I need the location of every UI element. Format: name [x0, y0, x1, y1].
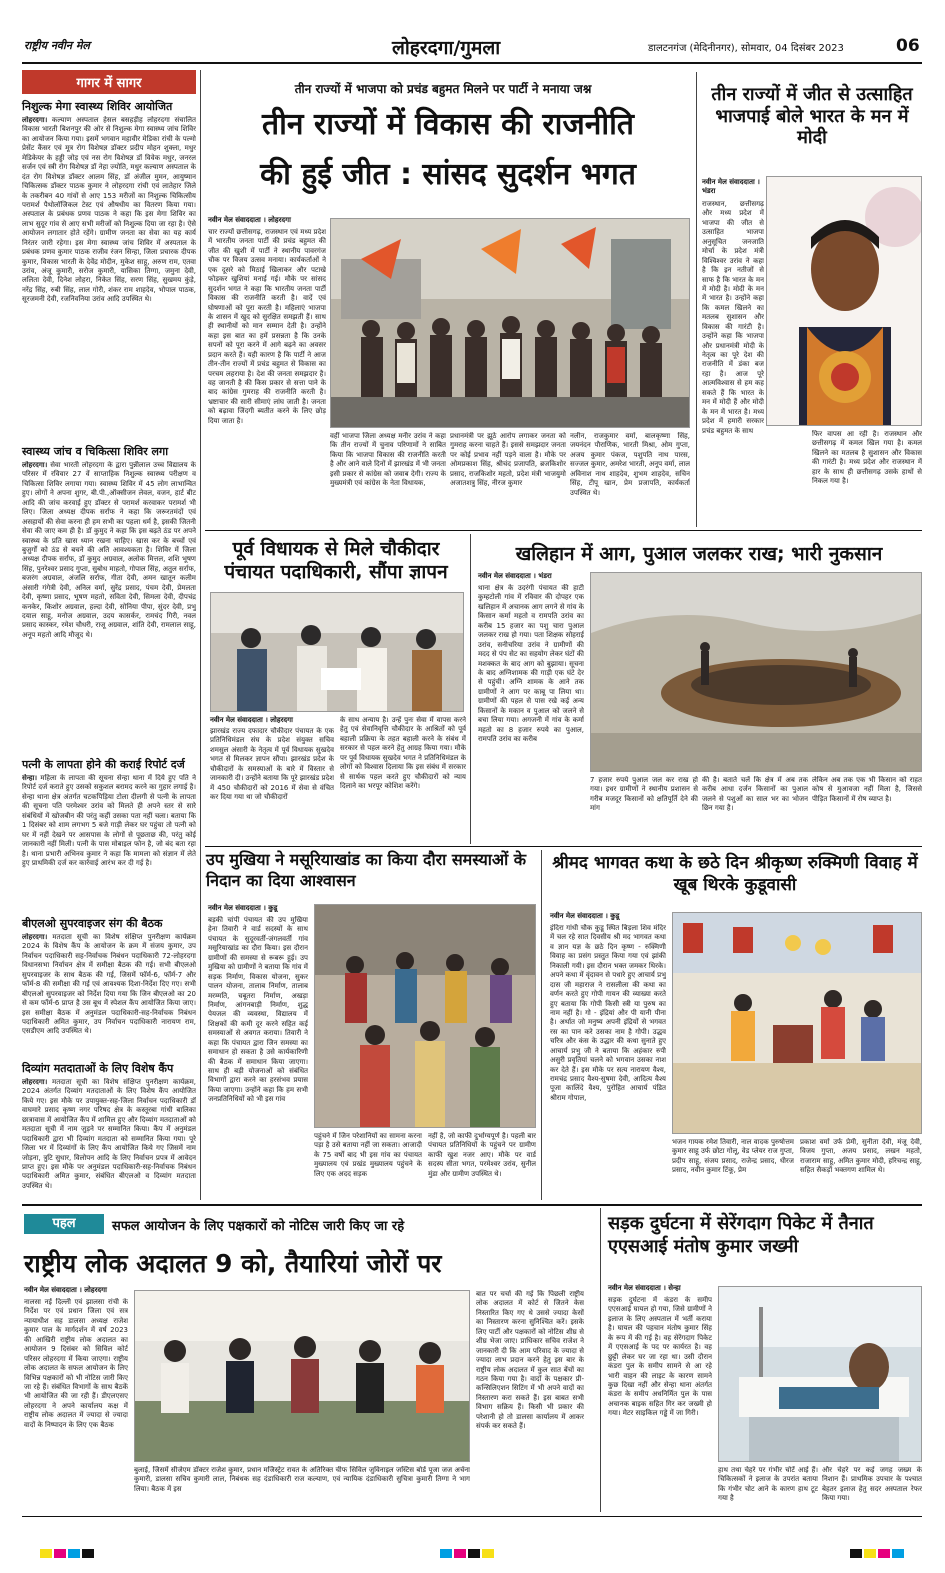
lead-headline-1: तीन राज्यों में विकास की राजनीति — [262, 107, 634, 142]
footer-rule — [22, 1516, 922, 1517]
sidebar-tag: गागर में सागर — [22, 70, 196, 94]
accident-headline: सड़क दुर्घटना में सेरेंगदाग पिकेट में तैनात एएसआई मंतोष कुमार जख्मी — [608, 1213, 874, 1258]
chowkidar-photo — [210, 592, 464, 712]
bhagwat-byline: नवीन मेल संवाददाता । कुडू — [550, 912, 620, 920]
sidebar-byline-1: लोहरदगा। — [22, 116, 48, 124]
row-rule-2 — [205, 846, 922, 847]
side-col-1: राजस्थान, छत्तीसगढ़ और मध्य प्रदेश में भाजपा की जीत से उत्साहित भाजपा अनुसूचित जनजाति मोर्चा के प्रदेश मंत्री विश्विश्वर उरांव ने कहा है कि इन नतीजों से साफ है कि भारत के मन में मोदी है। मोदी के मन में भारत है। उन्होंने कहा कि कमल खिलने का मतलब सुशासन और विकास की गारंटी है। उन्होंने कहा कि भाजपा और प्रधानमंत्री मोदी के नेतृत्व का पूरे देश की राजनीति में डंका बज रहा है। आज पूरे आत्मविश्वास से हम कह सकते हैं कि भारत के मन में मोदी हैं और मोदी के मन में भारत है। मध्य प्रदेश में हमारी सरकार प्रचंड बहुमत के साथ — [702, 200, 764, 435]
adalat-divider — [600, 1208, 601, 1512]
fire-byline: नवीन मेल संवाददाता । भंडरा — [478, 572, 552, 580]
mukhiya-col-1: बड़की चांपी पंचायत की उप मुखिया हेना तिवारी ने वार्ड सदस्यों के साथ पंचायत के सुदूरवर्ती-जंगलवर्ती गांव मसूरियाखांड का दौरा किया। इस दौरान ग्रामीणों की समस्या से रूबरू हुई। उप मुखिया को ग्रामीणों ने बताया कि गांव में सड़क निर्माण, विकास योजना, सुकर पालन योजना, तालाब निर्माण, तालाब मरम्मति, चबूतरा निर्माण, अखड़ा निर्माण, आंगनबाड़ी निर्माण, शुद्ध पेयजल की व्यवस्था, विद्यालय में शिक्षकों की कमी दूर करने सहित कई समस्याओं से अवगत कराया। तिवारी ने कहा कि पंचायत द्वारा जिन समस्या का समाधान हो सकता है उसे कार्यकारिणी की बैठक में समाधान किया जाएगा। साथ ही बड़ी योजनाओं को संबंधित विभागों द्वारा करने का हरसंभव प्रयास किया जाएगा। उन्होंने कहा कि हम सभी जनप्रतिनिधियों को भी इस गांव — [208, 916, 308, 1104]
sidebar-headline-3: पत्नी के लापता होने की कराई रिपोर्ट दर्ज — [22, 758, 185, 771]
mukhiya-col-2: पहुंचने में जिन परेशानियों का सामना करना पड़ा है उसे बताया नहीं जा सकता। आजादी के 75 वर्षों बाद भी इस गांव का पंचायत मुख्यालय एवं प्रखंड मुख्यालय पहुंचने के लिए एक अदद सड़क — [314, 1132, 422, 1178]
mukhiya-headline: उप मुखिया ने मसूरियाखांड का किया दौरा समस्याओं के निदान का दिया आश्वासन — [206, 850, 527, 890]
yellow-swatch — [482, 1549, 494, 1558]
sidebar-byline-3: सेन्हा। — [22, 774, 38, 782]
sidebar-byline-5: लोहरदगा। — [22, 1078, 48, 1086]
cyan-swatch — [440, 1549, 452, 1558]
side-portrait — [766, 176, 922, 426]
chowkidar-divider — [470, 534, 471, 844]
accident-col-3: और चेहरे पर कई जगह जख्म के निशान हैं। प्राथमिक उपचार के पश्चात बेहतर इलाज हेतु सदर अस्पताल रेफर किया गया। — [822, 1466, 922, 1503]
adalat-kicker: सफल आयोजन के लिए पक्षकारों को नोटिस जारी किए जा रहे — [112, 1219, 405, 1234]
masthead-logo: राष्ट्रीय नवीन मेल — [24, 39, 90, 52]
adalat-tag: पहल — [24, 1214, 104, 1234]
sidebar-body-1 — [22, 116, 196, 440]
lead-kicker: तीन राज्यों में भाजपा को प्रचंड बहुमत मिलने पर पार्टी ने मनाया जश्न — [294, 82, 592, 96]
row-rule-1 — [205, 530, 922, 531]
bhagwat-col-3: प्रकाश वर्मा उर्फ प्रेमी, सुनीता देवी, मंजू देवी, विजय गुप्ता, अजय प्रसाद, लखन महतो, राजाराम साहू, अमित कुमार मोदी, हरिचन्द्र साहू, सहित सैकड़ों भक्तगण शामिल थे। — [800, 1138, 922, 1175]
sidebar — [22, 70, 196, 1200]
sidebar-byline-4: लोहरदगा। — [22, 933, 48, 941]
accident-col-1: सड़क दुर्घटना में कंडरा के समीप एएसआई घायल हो गया, जिसे ग्रामीणों ने इलाज के लिए अस्पताल में भर्ती कराया है। घायल की पहचान मंतोष कुमार सिंह के रूप में की गई है। वह सेरेंगदाग पिकेट में एएसआई के पद पर कार्यरत है। वह छुट्टी लेकर घर जा रहा था। उसी दौरान कंडरा पुल के समीप सामने से आ रहे भारी वाहन की लाइट के कारण सामने कुछ दिखा नहीं और सेन्हा थाना अंतर्गत कंडरा के समीप अधनिर्मित पुल के पास अचानक बाइक सहित गिर कर जख्मी हो गया। मेटर साइकिल गड्ढे में जा गिरी। — [608, 1296, 712, 1418]
chowkidar-col-2: के साथ अन्याय है। उन्हें पुनः सेवा में वापस करने हेतु एवं सेवानिवृत्ति चौकीदार के आश्रितों को पूर्व बहाली प्रक्रिया के तहत बहाली करने के संबंध में सरकार से पहल करने हेतु आग्रह किया गया। मौके पर पूर्व विधायक सुखदेव भगत ने प्रतिनिधिमंडल के लोगों को विश्वास दिलाया कि इस संबंध में सरकार से सार्थक पहल करते हुए चौकीदारों को न्याय दिलाने का भरपूर कोशिश करेंगे। — [340, 716, 466, 791]
adalat-col-1: नालसा नई दिल्ली एवं झालसा रांची के निर्देश पर एवं प्रधान जिला एवं सत्र न्यायाधीश सह डालसा अध्यक्ष राजेश कुमार पाल के मार्गदर्शन में वर्ष 2023 की आखिरी राष्ट्रीय लोक अदालत का आयोजन 9 दिसंबर को सिविल कोर्ट परिसर लोहरदगा में किया जाएगा। राष्ट्रीय लोक अदालत के सफल आयोजन के लिए विभिन्न पक्षकारों को भी नोटिस जारी किए जा रहे हैं। संबंधित विभागों के साथ बैठकें भी आयोजित की जा रही हैं। डीएलएसए लोहरदगा ने अपने कार्यालय कक्ष में राष्ट्रीय लोक अदालत में ज्यादा से ज्यादा वादों के निष्पादन के लिए एक बैठक — [24, 1298, 128, 1429]
lead-divider — [696, 72, 697, 527]
sidebar-text-5: मतदाता सूची का विशेष संक्षिप्त पुनरीक्षण कार्यक्रम, 2024 अंतर्गत दिव्यांग मतदाताओं के लिए विशेष कैंप आयोजित किये गए। इस मौके पर उपायुक्त-सह-जिला निर्वाचन पदाधिकारी डॉ वाघमारे प्रसाद कृष्ण नगर परिषद क्षेत्र के कस्तूरबा गांधी बालिका छात्रावास में आयोजित कैंप में शामिल हुए और दिव्यांग मतदाताओं को मतदाता सूची में नाम जुड़ने पर सम्मानित किया। कैंप में अनुमंडल पदाधिकारी द्वारा भी दिव्यांग मतदाता को सम्मानित किया गया। पूरे जिला भर में दिव्यांगों के लिए कैंप आयोजित किये गए जिसमें नाम जोड़ना, त्रुटि सुधार, विलोपन आदि के लिए निर्वाचन प्रपत्र में आवेदन प्राप्त हुए। इस मौके पर अनुमंडल पदाधिकारी-सह-निर्वाचक निबंधन पदाधिकारी अमित कुमार, संबंधित बीएलओ व दिव्यांग मतदाता उपस्थित थे। — [22, 1078, 196, 1190]
adalat-byline: नवीन मेल संवाददाता । लोहरदगा — [24, 1286, 107, 1294]
accident-byline: नवीन मेल संवाददाता । सेन्हा — [608, 1284, 681, 1292]
fire-col-4: लेकिन अब तक एक भी किसान को राहत कोष से मुआवजा नहीं मिला है, जिससे पीड़ित किसानों में रोष व्याप्त है। — [812, 776, 922, 803]
fire-col-3: की है। बताते चलें कि क्षेत्र में अब तक करीब आधा दर्जन किसानों का पुआल जलने से पशुओं का साल भर का भोजन छिन गया है। — [702, 776, 808, 813]
magenta-swatch — [54, 1549, 66, 1558]
sidebar-text-4: मतदाता सूची का विशेष संक्षिप्त पुनरीक्षण कार्यक्रम 2024 के विशेष कैंप के आयोजन के क्रम में संजय कुमार, उप निर्वाचन पदाधिकारी सह-निर्वाचक निबंधन पदाधिकारी 72-लोहरदगा विधानसभा निर्वाचन क्षेत्र में समीक्षा बैठक की गई। सभी बीएलओ सुपरवाइजर के साथ बैठक की गई, जिसमें फॉर्म-6, फॉर्म-7 और फॉर्म-8 की समीक्षा की गई एवं आवश्यक दिशा-निर्देश दिए गए। सभी बीएलओ सुपरवाइजर को निर्देश दिया गया कि जिन बीएलओ का 20 से कम फॉर्म-6 प्राप्त है उस बूथ में स्पेशल कैंप आयोजित किया जाए। इस समीक्षा बैठक में अनुमंडल पदाधिकारी-सह-निर्वाचक निबंधन पदाधिकारी अमित कुमार, उप निर्वाचन पदाधिकारी नारायण राम, एसडीएम आदि उपस्थित थे। — [22, 933, 196, 1036]
sidebar-headline-4: बीएलओ सुपरवाइजर संग की बैठक — [22, 917, 163, 930]
fire-headline: खलिहान में आग, पुआल जलकर राख; भारी नुकसान — [515, 543, 883, 565]
chowkidar-headline: पूर्व विधायक से मिले चौकीदार पंचायत पदाधिकारी, सौंपा ज्ञापन — [224, 538, 448, 583]
side-byline: नवीन मेल संवाददाता । भंडरा — [702, 178, 760, 195]
adalat-col-2: बात पर चर्चा की गई कि पिछली राष्ट्रीय लोक अदालत में कोर्ट से जितने केस निस्तारित किए गए थे उससे ज्यादा केसों का निस्तारण करना सुनिश्चित करें। इसके लिए पार्टी और पक्षकारों को नोटिस शीघ्र से शीघ्र भेजा जाए। प्राधिकार सचिव राजेश ने जानकारी दी कि आम परिवाद के ज्यादा से ज्यादा लाभ प्रदान करने हेतु इस बार के राष्ट्रीय लोक अदालत में कुल सात बेंचों का गठन किया गया है। वादों के पक्षकार प्री-कन्सिलिएशन सिटिंग में भी अपने वादों का निस्तारण करा सकते हैं। इस बाबत सभी विभाग सक्रिय हैं। किसी भी प्रकार की परेशानी हो तो डालसा कार्यालय में आकर संपर्क कर सकते हैं। — [476, 1290, 584, 1431]
chowkidar-col-1: झारखंड राज्य दफादार चौकीदार पंचायत के एक प्रतिनिधिमंडल संघ के प्रदेश संयुक्त सचिव शमसुल अंसारी के नेतृत्व में पूर्व विधायक सुखदेव भगत से मिलकर ज्ञापन सौंपा। झारखंड प्रदेश के चौकीदारों के समस्याओं के बारे में विस्तार से जानकारी दी। उन्होंने बताया कि पूरे झारखंड प्रदेश में 450 चौकीदारों को 2016 में सेवा से वंचित कर दिया गया था जो चौकीदारों — [210, 727, 334, 802]
bhagwat-col-2: भजन गायक रमेश तिवारी, नाल वादक पुरुषोत्तम कुमार साहू उर्फ छोटा गोलू, वेड प्लेयर राज गुप्ता, प्रदीप साहू, संजय प्रसाद, राजेन्द्र प्रसाद, धीरज प्रसाद, नवीन कुमार टिंकू, प्रेम — [672, 1138, 794, 1175]
mukhiya-divider — [541, 850, 542, 1200]
sidebar-text-2: सेवा भारती लोहरदगा के द्वारा पुन्नीलाल उच्च विद्यालय के परिसर में रविवार 27 वें साप्ताहिक निशुल्क स्वास्थ्य परीक्षण व चिकित्सा शिविर लगाया गया। स्वास्थ्य शिविर में 45 लोग लाभान्वित हुए। लोगों ने अपना शुगर, बी.पी.,ऑक्सीजन लेवल, वजन, हार्ट बीट आदि की जांच करवाई हुए डॉक्टर से परामर्श करवाकर परामर्श भी लिए। जिला अध्यक्ष दीपक सर्राफ ने कहा कि जरूरतमंदों एवं असहायों की सेवा करना ही हम सभी का पहला धर्म है, इसकी जितनी सेवा की जाए कम ही है। डॉ कुमुद ने कहा कि इस बढ़ते ठंड पर अपने स्वास्थ्य के प्रति खास ध्यान रखना चाहिए। खास कर के बच्चों एवं बुजुर्गों को ठंड से बचने की अति आवश्यकता है। शिविर में जिला अध्यक्ष दीपक सर्राफ, डॉ कुमुद अग्रवाल, अलोक मित्तल, शशि भूषण सिंह, पुनरेश्वर प्रसाद गुप्ता, सुबोध माहतो, गोपाल सिंह, अतुल सर्राफ, बजरंग अग्रवाल, अंजलि सर्राफ, गीता देवी, अमन खातून कलीम अंसारी गंगेत्री देवी, अनिल वर्मा, सुरेंद्र प्रसाद, पंचम देवी, प्रेमलता देवी, कृष्णा प्रसाद, भूषण महतो, सविता देवी, सिमला देवी, दीपचंद्र कनकेर, किशोर अग्रवाल, हल्दा देवी, सोनिया पीपा, सुंदर देवी, प्रभु दयाल साहू, मनोज अग्रवाल, उदय कासर्कर, रामचंद गिरी, नवल प्रसाद कास्कर, रमेश चौधरी, राजू अग्रवाल, शांति देवी, रामलाल साहू, अनूप महतो आदि मौजूद थे। — [22, 461, 196, 639]
sidebar-headline-1: निशुल्क मेगा स्वास्थ्य शिविर आयोजित — [22, 100, 173, 113]
fire-col-1: थाना क्षेत्र के उदरंगी पंचायत की हाटी कुम्हटोली गांव में रविवार की दोपहर एक खलिहान में अचानक आग लगने से गांव के किसान कर्मा महतो व रामपति उरांव का करीब 15 हजार का पशु चारा पुआल जलकर राख हो गया। पता शिक्षक सोहराई उरांव, सनीचरिया उरांव ने ग्रामीणों की मदद से पंप सेट का सहयोग लेकर घंटों की मशक्कत के बाद आग को बुझाया। सूचना के बाद अग्निशामक की गाड़ी एक घंटे देर से पहुंची। अग्नि शामक के आने तक ग्रामीणों ने आग पर काबू पा लिया था। ग्रामीणों की पहल से पास रखे कई अन्य किसानों के मकान व पुआल को जलने से बचा लिया गया। अगजनी में गांव के कर्मा महतो का 8 हजार रुपये का पुआल, रामपति उरांव का करीब — [478, 584, 584, 743]
sidebar-body-3 — [22, 774, 196, 912]
lead-col-4: नलीन, राजकुमार वर्मा, बालकृष्णा सिंह, जयनंदन पौराणिक, भारती मिश्रा, ओम गुप्ता, अजय कुमार पंकज, पशुपति नाथ पारस, सज्जल कुमार, अमरेश भारती, अनूप वर्मा, लाल अविनाश नाथ शाहदेव, शुभम शाहदेव, सचिन सिंह, टीपू खान, प्रेम प्रजापति, कार्यकर्ता उपस्थित थे। — [570, 432, 690, 497]
cyan-swatch — [892, 1549, 904, 1558]
dateline: डालटनगंज (मेदिनीनगर), सोमवार, 04 दिसंबर 2023 — [648, 43, 844, 54]
masthead-rule — [22, 62, 922, 64]
black-swatch — [850, 1549, 862, 1558]
lead-byline: नवीन मेल संवाददाता । लोहरदगा — [208, 216, 291, 224]
adalat-photo — [134, 1290, 470, 1462]
fire-col-2: 7 हजार रुपये पुआल जल कर राख हो गया। इधर ग्रामीणों ने स्थानीय प्रशासन से गरीब मजदूर किसानों को क्षतिपूर्ति देने की मांग — [590, 776, 698, 813]
lead-col-1: चार राज्यों छत्तीसगढ़, राजस्थान एवं मध्य प्रदेश में भारतीय जनता पार्टी की प्रचंड बहुमत की जीत की खुशी में पार्टी ने स्थानीय पावरगंज चौक पर विजय उत्सव मनाया। कार्यकर्ताओं ने एक दूसरे को मिठाई खिलाकर और पटाखे फोड़कर खुशियां मनाई गई। मौके पर सांसद सुदर्शन भगत ने कहा कि भारतीय जनता पार्टी विकास की राजनीति करती है। वादें एवं घोषणाओं को पूरा करती है। महिलाएं भाजपा के शासन में खुद को सुरक्षित समझती हैं। साथ ही स्थानीयों को मान सम्मान देती है। उन्होंने कहा इस बात का हमें प्रसन्नता है कि उनके सपनों को पूरा करने में आगे बढ़ने का अवसर प्रदान करते हैं। यही कारण है कि पार्टी ने आज तीन-तीन राज्यों में प्रचंड बहुमत से विकास का परचम लहराया है। देश की जनता समझदार है। वह जानती है की किस प्रकार से सत्ता पाने के बाद कांग्रेस गुमराह की राजनीति करती है। भ्रष्टाचार की सारी सीमाएं लांघ जाती है। जनता को बढ़ावा जिंदगी ब्यतीत करने के लिए छोड़ दिया जाता है। — [208, 228, 326, 425]
page-number: 06 — [896, 36, 920, 56]
section-title: लोहरदगा/गुमला — [392, 37, 501, 59]
mukhiya-photo — [314, 904, 536, 1128]
yellow-swatch — [864, 1549, 876, 1558]
row-rule-3 — [22, 1204, 922, 1206]
fire-photo — [590, 572, 922, 772]
magenta-swatch — [454, 1549, 466, 1558]
lead-col-2: वहीं भाजपा जिला अध्यक्ष मनीर उरांव ने कहा कि तीन राज्यों में चुनाव परिणामों ने साबित किया कि भाजपा विकास की राजनीति करती है और आने वाले दिनों में झारखंड में भी जनता इसी प्रकार से कांग्रेस को जवाब देगी। राज्य के मुख्यमंत्री एवं कांग्रेस के नेता विधायक, — [330, 432, 446, 488]
lead-col-3: प्रधानमंत्री पर झूठे आरोप लगाकर जनता को गुमराह करना चाहते हैं। इससे समझदार जनता पर कोई प्रभाव नहीं पड़ने वाला है। मौके पर ओमप्रकाश सिंह, श्रीचंद प्रजापति, ब्रजकिशोर प्रसाद, राजकिशोर महतो, प्रदेश मंत्री भाजयुमो अजातशत्रु सिंह, नीरज कुमार — [450, 432, 566, 488]
lead-headline-2: की हुई जीत : सांसद सुदर्शन भगत — [260, 157, 636, 192]
sidebar-body-4 — [22, 933, 196, 1057]
color-registration-strip — [0, 1549, 945, 1559]
black-swatch — [468, 1549, 480, 1558]
bhagwat-photo — [672, 912, 922, 1134]
side-headline: तीन राज्यों में जीत से उत्साहित भाजपाई बोले भारत के मन में मोदी — [711, 84, 913, 149]
mukhiya-col-3: नहीं है, जो काफी दुर्भाग्यपूर्ण है। पहली बार पंचायत प्रतिनिधियों के पहुंचने पर ग्रामीण काफी खुश नजर आए। मौके पर वार्ड सदस्य सीता भगत, परमेश्वर उरांव, सुनील मुंडा और ग्रामीण उपस्थित थे। — [428, 1132, 536, 1178]
mukhiya-byline: नवीन मेल संवाददाता । कुडू — [208, 904, 278, 912]
cyan-swatch — [68, 1549, 80, 1558]
sidebar-text-1: कल्याण अस्पताल हेसल बसहड़ीह लोहरदगा संचालित विकास भारती बिशनपुर की ओर से निशुल्क मेगा स्वास्थ्य जांच शिविर का आयोजन किया गया। इसमें भगवान महावीर मेडिका रांची के पल्मो प्रेसेंट कैंसर एवं मूत्र रोग विशेषज्ञ डॉक्टर प्रदीप मोहन शुक्ला, मधुर मेडिकेयर के हड्डी जोड़ एवं नस रोग विशेषज्ञ डॉ विवेक मधुर, जनरल सर्जन एवं स्त्री रोग विशेषज्ञ डॉ नेहा ज्योति, मधुर कल्याण अस्पताल के दंत रोग विशेषज्ञ डॉक्टर आलम सिंह, डॉ अंजील मुमन, आयुष्मान चिकित्सक डॉक्टर पाठक कुमार ने लोहरदगा रांची एवं लातेहार जिले के तकरीबन 40 गांवों से आए 153 मरीजों का निशुल्क चिकित्सीय परामर्श पैथोलॉजिकल टेस्ट एवं औषधीय का वितरण किया गया। अस्पताल के प्रबंधक प्रणव पाठक ने कहा कि इस मेगा शिविर का लाभ सुदूर गांव से आए सभी मरीजों को निशुल्क दिया जा रहा है। ऐसे आयोजन लगातार होते रहेंगे। ग्रामीण जनता का सेवा का यह कार्य निरंतर जारी रहेगा। इस मेगा स्वास्थ्य जांच शिविर में अस्पताल के प्रबंधक प्रणव कुमार पाठक राजीव रंजन सिन्हा, जिला प्रचारक दीपक कुमार, विकास भारती के देवेंद्र मोदीन, मुकेश साहू, अरुण राम, एतवा उरांव, अंजू कुमारी, सरोज कुमारी, यासिका तिग्गा, जमुना देवी, ललिता देवी, दिनेश लोहरा, निकेत सिंह, सरण सिंह, सुखमय कुंड़े, नरेंद्र सिंह, रुबी सिंह, लाल गोरी, शंकर राम शाहदेव, भोपाल पाठक, सूरजमनी देवी, रजनिवनिया उरांव आदि उपस्थित थे। — [22, 116, 196, 304]
bhagwat-col-1: इंदिरा गांधी चौक कुडू स्थित बिड़ला शिव मंदिर में चल रहे सात दिवसीय श्री मद भागवत कथा व ज्ञान यज्ञ के छठे दिन कृष्ण - रुक्मिणी विवाह का प्रसंग प्रस्तुत किया गया एवं झांकी निकाली गयी। इस दौरान भक्त जमकर थिरके। अपने कथा में वृंदावन से पधारे हुए आचार्य प्रभु दास जी महाराज ने रासलीला की कथा का वर्णन करते हुए गोपी गायन की व्याख्या करते हुए बताया कि गोपी किसी स्त्री या पुरुष का नाम नहीं है। गो - इंद्रियां और पी यानी पीना है। अर्थात जो मनुष्य अपनी इंद्रियों से भगवत रस का पान करे उसका नाम है गोपी। उद्धव चरित्र और कंस के उद्धार की कथा सुनाते हुए आचार्य प्रभु जी ने बताया कि अहंकार रुपी असुरी प्रवृतियां चलने को भगवान उसका नाश कर देते हैं। इस मौके पर सत्य नारायण वैश्य, रामचंद्र प्रसाद वैश्य-सुषमा देवी, आदित्य वैश्य पूजा कालिंदे वैश्य, पुरोहित आचार्य पंडित श्रीराम गोपाल, — [550, 924, 666, 1102]
sidebar-byline-2: लोहरदगा। — [22, 461, 48, 469]
yellow-swatch — [40, 1549, 52, 1558]
black-swatch — [82, 1549, 94, 1558]
accident-col-2: हाथ तथा चेहरे पर गंभीर चोटें आई हैं। चिकित्सकों ने इलाज के उपरांत बताया कि गंभीर चोट आने के कारण हाथ टूट गया है — [718, 1466, 818, 1503]
side-col-2: फिर वापस आ रही है। राजस्थान और छत्तीसगढ़ में कमल खिल गया है। कमल खिलने का मतलब है सुशासन और विकास की गारंटी है। मध्य प्रदेश और राजस्थान में हार के साथ ही छत्तीसगढ़ उसके हाथों से निकल गया है। — [812, 430, 922, 486]
sidebar-divider — [200, 70, 201, 1200]
lead-photo — [330, 218, 690, 428]
accident-photo — [718, 1286, 922, 1462]
chowkidar-byline: नवीन मेल संवाददाता । लोहरदगा — [210, 716, 293, 724]
sidebar-body-5 — [22, 1078, 196, 1218]
adalat-headline: राष्ट्रीय लोक अदालत 9 को, तैयारियां जोरों पर — [24, 1249, 442, 1278]
adalat-caption: बुलाई, जिसमें सीजेएम डॉक्टर राजेश कुमार, प्रधान मजिस्ट्रेट रावत के अतिरिक्त चीफ सिविल जुविनाइल जस्टिस बोर्ड पूजा जज अर्चना कुमारी, डालसा सचिव कुमारी लाल, निबंधक सह दंडाधिकारी राज कल्याण, एवं न्यायिक दंडाधिकारी सुचित्रा कुमारी तिग्गा ने भाग लिया। बैठक में इस — [134, 1466, 470, 1493]
bhagwat-headline: श्रीमद भागवत कथा के छठे दिन श्रीकृष्ण रुक्मिणी विवाह में खूब थिरके कुडूवासी — [552, 853, 918, 896]
magenta-swatch — [878, 1549, 890, 1558]
sidebar-headline-2: स्वास्थ्य जांच व चिकित्सा शिविर लगा — [22, 445, 169, 458]
sidebar-headline-5: दिव्यांग मतदाताओं के लिए विशेष कैंप — [22, 1062, 174, 1075]
sidebar-body-2 — [22, 461, 196, 753]
sidebar-text-3: महिला के लापता की सूचना सेन्हा थाना में दिये हुए पति ने रिपोर्ट दर्ज कराते हुए उसको सकुशल बरामद करने का गुहार लगाई है। सेन्हा थाना क्षेत्र अंतर्गत चटकपिड़िया टोला दीलगी से पत्नी के लापता की सूचना पति परमेश्वर उरांव को मिलते ही अपने स्तर से सारे संबंधियों में खोजबीन की परंतु कहीं उसका पता नहीं चला। बताया कि 1 दिसंबर को शाम लगभग 5 बजे गाड़ी लेकर घर पहुंचा तो पत्नी को घर में नहीं देखने पर आसपास के लोगों से पूछताछ की, परंतु कोई जानकारी नहीं मिली। पत्नी के पास मोबाइल फोन है, जो बंद बता रहा है। थाना प्रभारी अभिनव कुमार ने कहा कि मामला को संज्ञान में लेते हुए प्राथमिकी दर्ज कर कार्रवाई आरंभ कर दी गई है। — [22, 774, 196, 867]
